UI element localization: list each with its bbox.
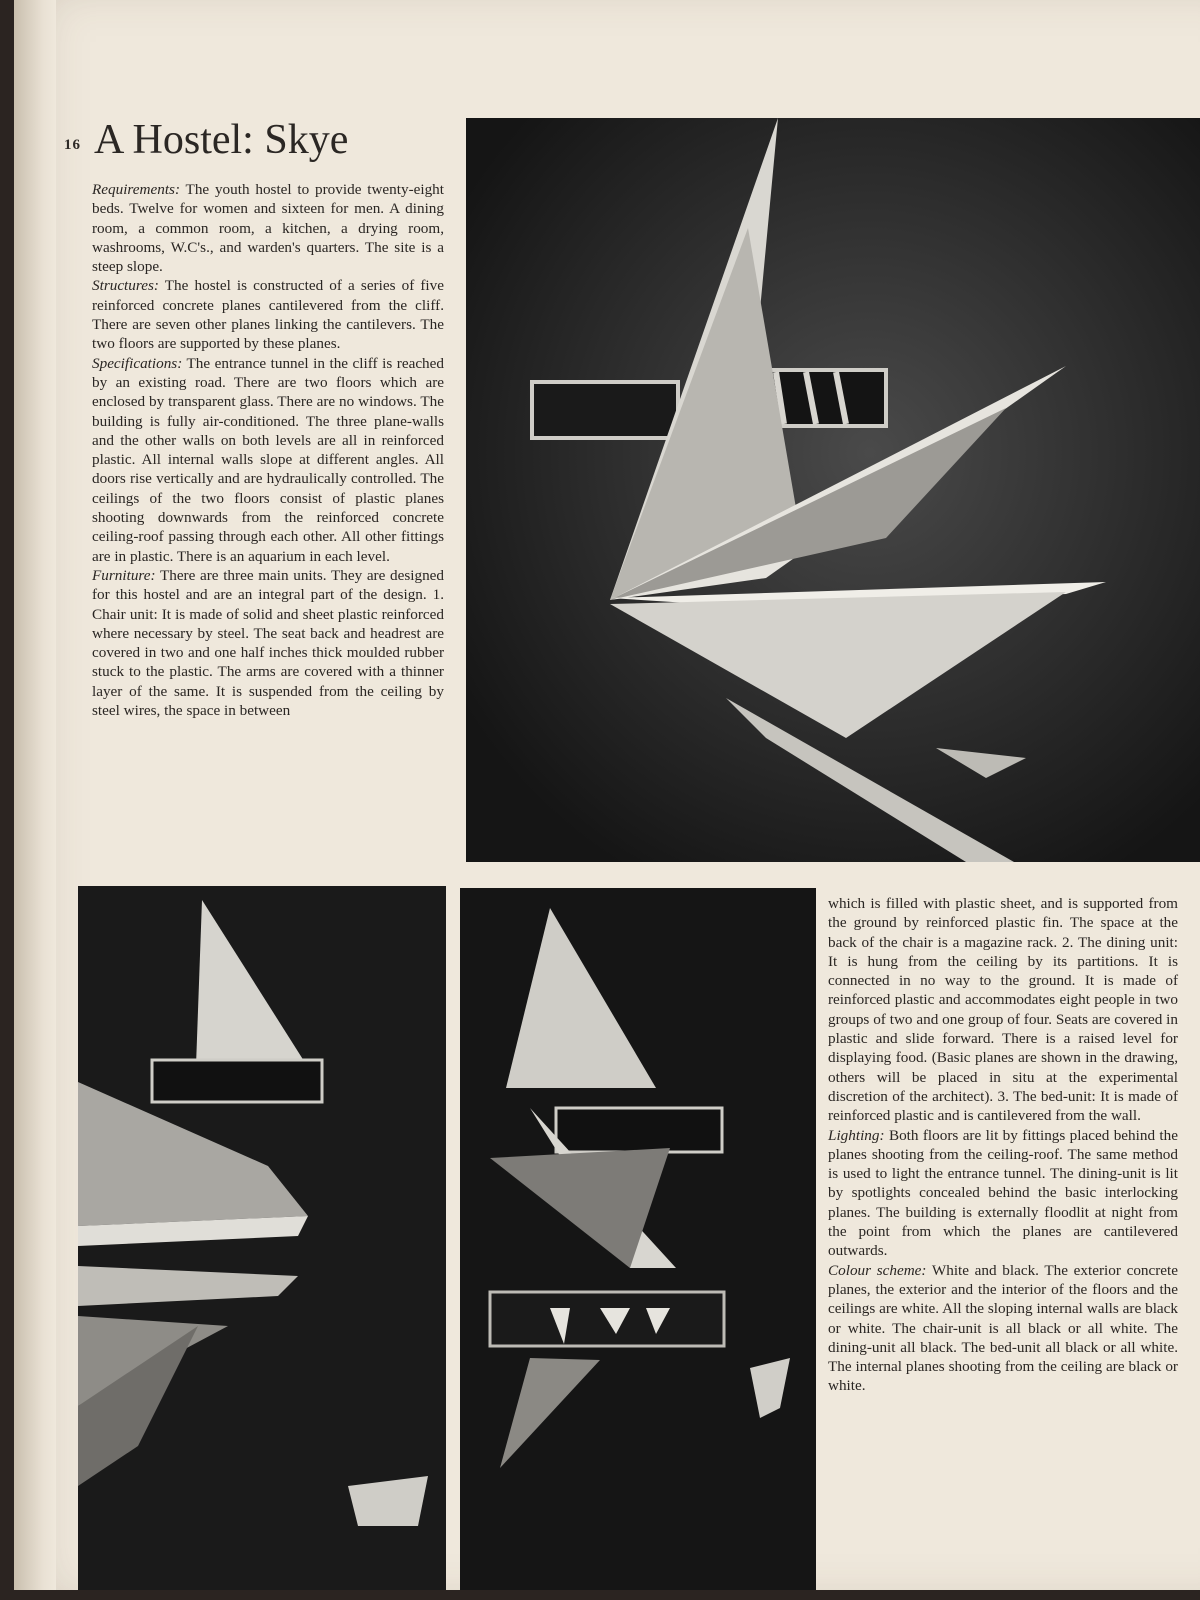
furniture-continued-paragraph [828,894,1178,1126]
furniture-text-left: There are three main units. They are designed for this hostel and are an integral part of the design. 1. Chair unit: It is made of solid and sheet plastic reinforced where necessary by steel. The seat back and headrest are covered in two and one half inches thick moulded rubber stuck to the plastic. The arms are covered with a thinner layer of the same. It is suspended from the ceiling by steel wires, the space in between [92,566,444,720]
magazine-page [14,0,1200,1590]
furniture-heading: Furniture: [92,566,156,584]
structures-paragraph [92,276,444,353]
colour-scheme-heading: Colour scheme: [828,1261,927,1279]
requirements-heading: Requirements: [92,181,181,198]
lighting-text: Both floors are lit by fittings placed behind the planes shooting from the ceiling-roof. The same method is used to light the entrance tunnel. The dining-unit is lit by spotlights concealed behind the basic interlocking planes. The building is externally floodlit at night from the point from which the planes are cantilevered outwards. [828,1126,1178,1260]
text-column-right [828,894,1178,1396]
model-photo-main-drawing [466,118,1200,862]
requirements-text: The youth hostel to provide twenty-eight beds. Twelve for women and sixteen for men. A dining room, a common room, a kitchen, a drying room, washrooms, W.C's., and warden's quarters. The site is a steep slope. [92,181,444,276]
colour-scheme-paragraph [828,1261,1178,1396]
colour-scheme-text: White and black. The exterior concrete planes, the exterior and the interior of the floors and the ceilings are white. All the sloping internal walls are black or white. The chair-unit is all black or all white. The dining-unit all black. The bed-unit all black or all white. The internal planes shooting from the ceiling are black or white. [828,1261,1179,1395]
text-column-left [92,180,444,720]
model-photo-bottom-middle-drawing [460,888,816,1590]
specifications-heading: Specifications: [92,354,183,372]
page-spine-shadow [14,0,56,1590]
page-title: A Hostel: Skye [94,117,349,163]
model-photo-main [466,118,1200,862]
furniture-text-right: which is filled with plastic sheet, and is supported from the ground by reinforced plastic fin. The space at the back of the chair is a magazine rack. 2. The dining unit: It is hung from the ceiling by its partitions. It is connected in no way to the ground. It is made of reinforced plastic and accommodates eight people in two groups of two and one group of four. Seats are covered in plastic and slide forward. There is a raised level for displaying food. (Basic planes are shown in the drawing, others will be placed in situ at the experimental discretion of the architect). 3. The bed-unit: It is made of reinforced plastic and is cantilevered from the wall. [828,895,1178,1125]
structures-heading: Structures: [92,277,159,295]
specifications-paragraph [92,354,444,566]
specifications-text: The entrance tunnel in the cliff is reached by an existing road. There are two floors which are enclosed by transparent glass. There are no windows. The building is fully air-conditioned. The three plane-walls and the other walls on both levels are all in reinforced plastic. All internal walls slope at different angles. All doors rise vertically and are hydraulically controlled. The ceilings of the two floors consist of plastic planes shooting downwards from the reinforced concrete ceiling-roof passing through each other. All other fittings are in plastic. There is an aquarium in each level. [92,354,444,565]
requirements-paragraph [92,180,444,276]
lighting-paragraph [828,1126,1178,1261]
page-number: 16 [64,137,81,153]
model-photo-bottom-middle [460,888,816,1590]
structures-text: The hostel is constructed of a series of five reinforced concrete planes cantilevered from the cliff. There are seven other planes linking the cantilevers. The two floors are supported by these planes. [92,277,444,353]
lighting-heading: Lighting: [828,1126,885,1144]
furniture-paragraph [92,566,444,720]
model-photo-bottom-left-drawing [78,886,446,1590]
model-photo-bottom-left [78,886,446,1590]
